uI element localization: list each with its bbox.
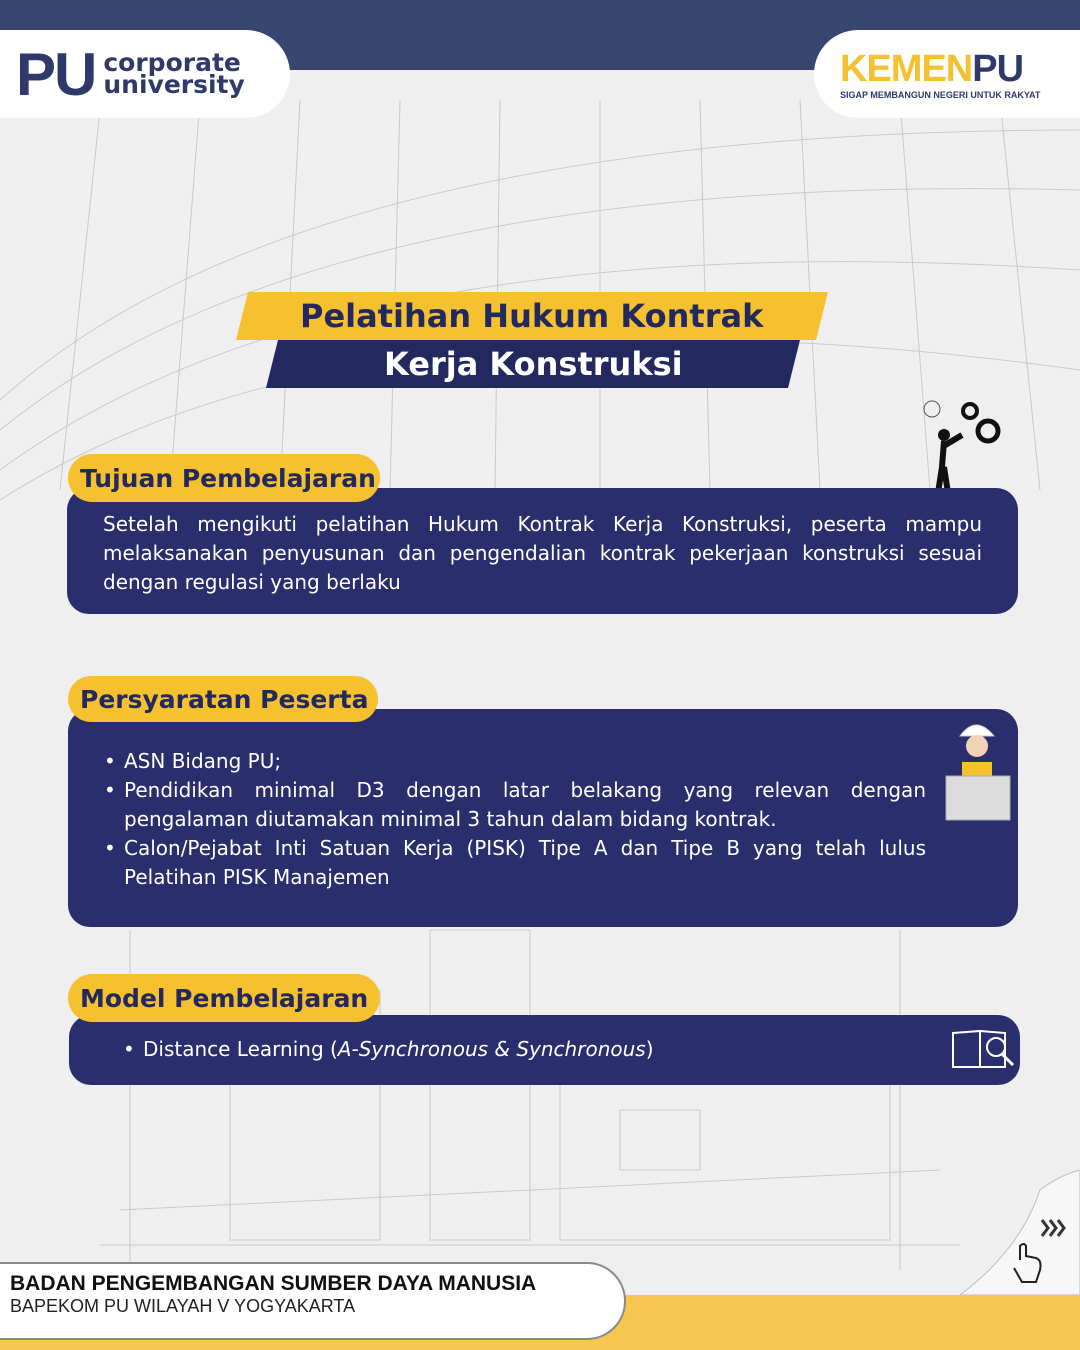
requirement-item: • Calon/Pejabat Inti Satuan Kerja (PISK) Tipe A dan Tipe B yang telah lulus Pelatihan PISK Manajemen: [104, 834, 926, 892]
model-box: [69, 1015, 1020, 1085]
logo-pu-text: PU: [16, 40, 96, 108]
title-banner-1: [236, 292, 828, 340]
pu-corporate-university-logo: [0, 30, 290, 118]
model-prefix: Distance Learning (: [143, 1037, 338, 1061]
model-italic: A-Synchronous & Synchronous: [337, 1037, 646, 1061]
kemenpu-logo: [814, 30, 1080, 118]
requirement-item: • Pendidikan minimal D3 dengan latar belakang yang relevan dengan pengalaman diutamakan minimal 3 tahun dalam bidang kontrak.: [104, 776, 926, 834]
requirement-item: • ASN Bidang PU;: [104, 747, 926, 776]
title-line-1: Pelatihan Hukum Kontrak: [300, 297, 764, 335]
page-curl-next-icon[interactable]: [960, 1170, 1080, 1295]
logo-tagline: SIGAP MEMBANGUN NEGERI UNTUK RAKYAT: [840, 90, 1041, 100]
section-heading-tujuan: Tujuan Pembelajaran: [68, 454, 380, 502]
title-line-2: Kerja Konstruksi: [383, 345, 683, 383]
title-banner-2: [266, 340, 800, 388]
model-suffix: ): [645, 1037, 654, 1061]
engineer-illustration-icon: [942, 714, 1014, 824]
footer-unit: BAPEKOM PU WILAYAH V YOGYAKARTA: [10, 1296, 356, 1316]
tujuan-box: [67, 488, 1018, 614]
persyaratan-box: [68, 709, 1018, 927]
section-heading-persyaratan: Persyaratan Peserta: [68, 676, 378, 722]
logo-text-university: university: [103, 70, 245, 99]
idea-gears-illustration-icon: [912, 395, 1008, 495]
book-search-icon: [950, 1025, 1016, 1071]
kemen-text: KEMEN: [840, 48, 973, 90]
tujuan-text: Setelah mengikuti pelatihan Hukum Kontrak Kerja Konstruksi, peserta mampu melaksanakan penyusunan dan pengendalian kontrak pekerjaan konstruksi sesuai dengan regulasi yang berlaku: [103, 512, 982, 594]
footer-org: BADAN PENGEMBANGAN SUMBER DAYA MANUSIA: [10, 1272, 537, 1295]
footer-label: [0, 1262, 626, 1340]
section-heading-model: Model Pembelajaran: [68, 974, 380, 1022]
logo-text-corporate: corporate: [103, 48, 241, 77]
pu-text: PU: [972, 48, 1024, 90]
model-item: [123, 1035, 1020, 1064]
